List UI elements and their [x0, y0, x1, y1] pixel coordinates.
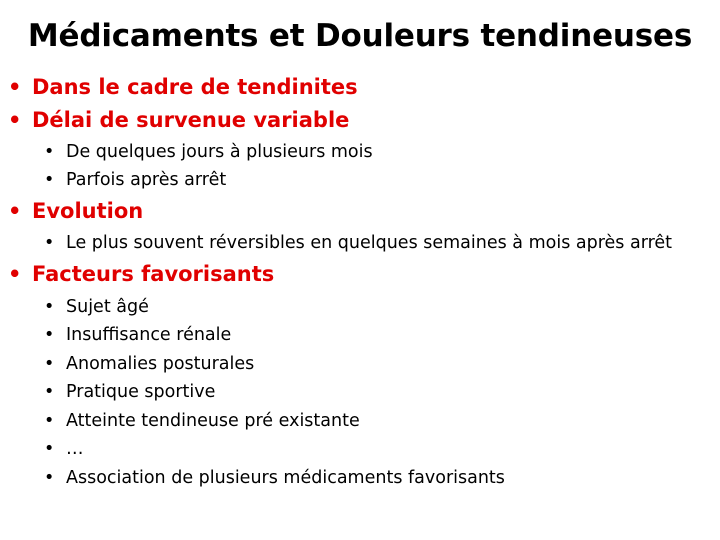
- sub-bullet-label: Anomalies posturales: [66, 354, 255, 374]
- sub-bullet-label: Pratique sportive: [66, 382, 216, 402]
- sub-bullet-dot: •: [44, 233, 55, 253]
- sub-bullet-facteurs-5: [44, 410, 360, 432]
- sub-bullet-facteurs-2: [44, 324, 231, 346]
- sub-bullet-dot: •: [44, 297, 55, 317]
- bullet-dot: •: [8, 108, 22, 132]
- sub-bullet-facteurs-1: [44, 296, 149, 318]
- sub-bullet-facteurs-6: [44, 438, 84, 460]
- bullet-label: Evolution: [32, 199, 144, 223]
- sub-bullet-dot: •: [44, 411, 55, 431]
- sub-bullet-label: Le plus souvent réversibles en quelques semaines à mois après arrêt: [66, 233, 673, 253]
- sub-bullet-label: Insuffisance rénale: [66, 325, 232, 345]
- bullet-facteurs: [8, 262, 274, 286]
- sub-bullet-delai-2: [44, 169, 226, 191]
- bullet-label: Facteurs favorisants: [32, 262, 275, 286]
- bullet-label: Délai de survenue variable: [32, 108, 350, 132]
- sub-bullet-dot: •: [44, 439, 55, 459]
- sub-bullet-label: …: [66, 439, 84, 459]
- bullet-dot: •: [8, 262, 22, 286]
- sub-bullet-label: De quelques jours à plusieurs mois: [66, 142, 373, 162]
- sub-bullet-label: Association de plusieurs médicaments favorisants: [66, 468, 505, 488]
- slide-title: Médicaments et Douleurs tendineuses: [27, 18, 693, 54]
- sub-bullet-dot: •: [44, 354, 55, 374]
- sub-bullet-facteurs-3: [44, 353, 254, 375]
- bullet-delai: [8, 108, 349, 132]
- sub-bullet-dot: •: [44, 382, 55, 402]
- bullet-evolution: [8, 199, 143, 223]
- sub-bullet-evolution-1: [44, 232, 672, 254]
- bullet-dot: •: [8, 199, 22, 223]
- bullet-label: Dans le cadre de tendinites: [32, 75, 358, 99]
- sub-bullet-label: Sujet âgé: [66, 297, 149, 317]
- sub-bullet-dot: •: [44, 325, 55, 345]
- sub-bullet-dot: •: [44, 170, 55, 190]
- sub-bullet-facteurs-4: [44, 381, 215, 403]
- bullet-tendinites: [8, 75, 358, 99]
- sub-bullet-delai-1: [44, 141, 373, 163]
- sub-bullet-dot: •: [44, 468, 55, 488]
- sub-bullet-facteurs-7: [44, 467, 505, 489]
- sub-bullet-dot: •: [44, 142, 55, 162]
- sub-bullet-label: Parfois après arrêt: [66, 170, 227, 190]
- sub-bullet-label: Atteinte tendineuse pré existante: [66, 411, 360, 431]
- bullet-dot: •: [8, 75, 22, 99]
